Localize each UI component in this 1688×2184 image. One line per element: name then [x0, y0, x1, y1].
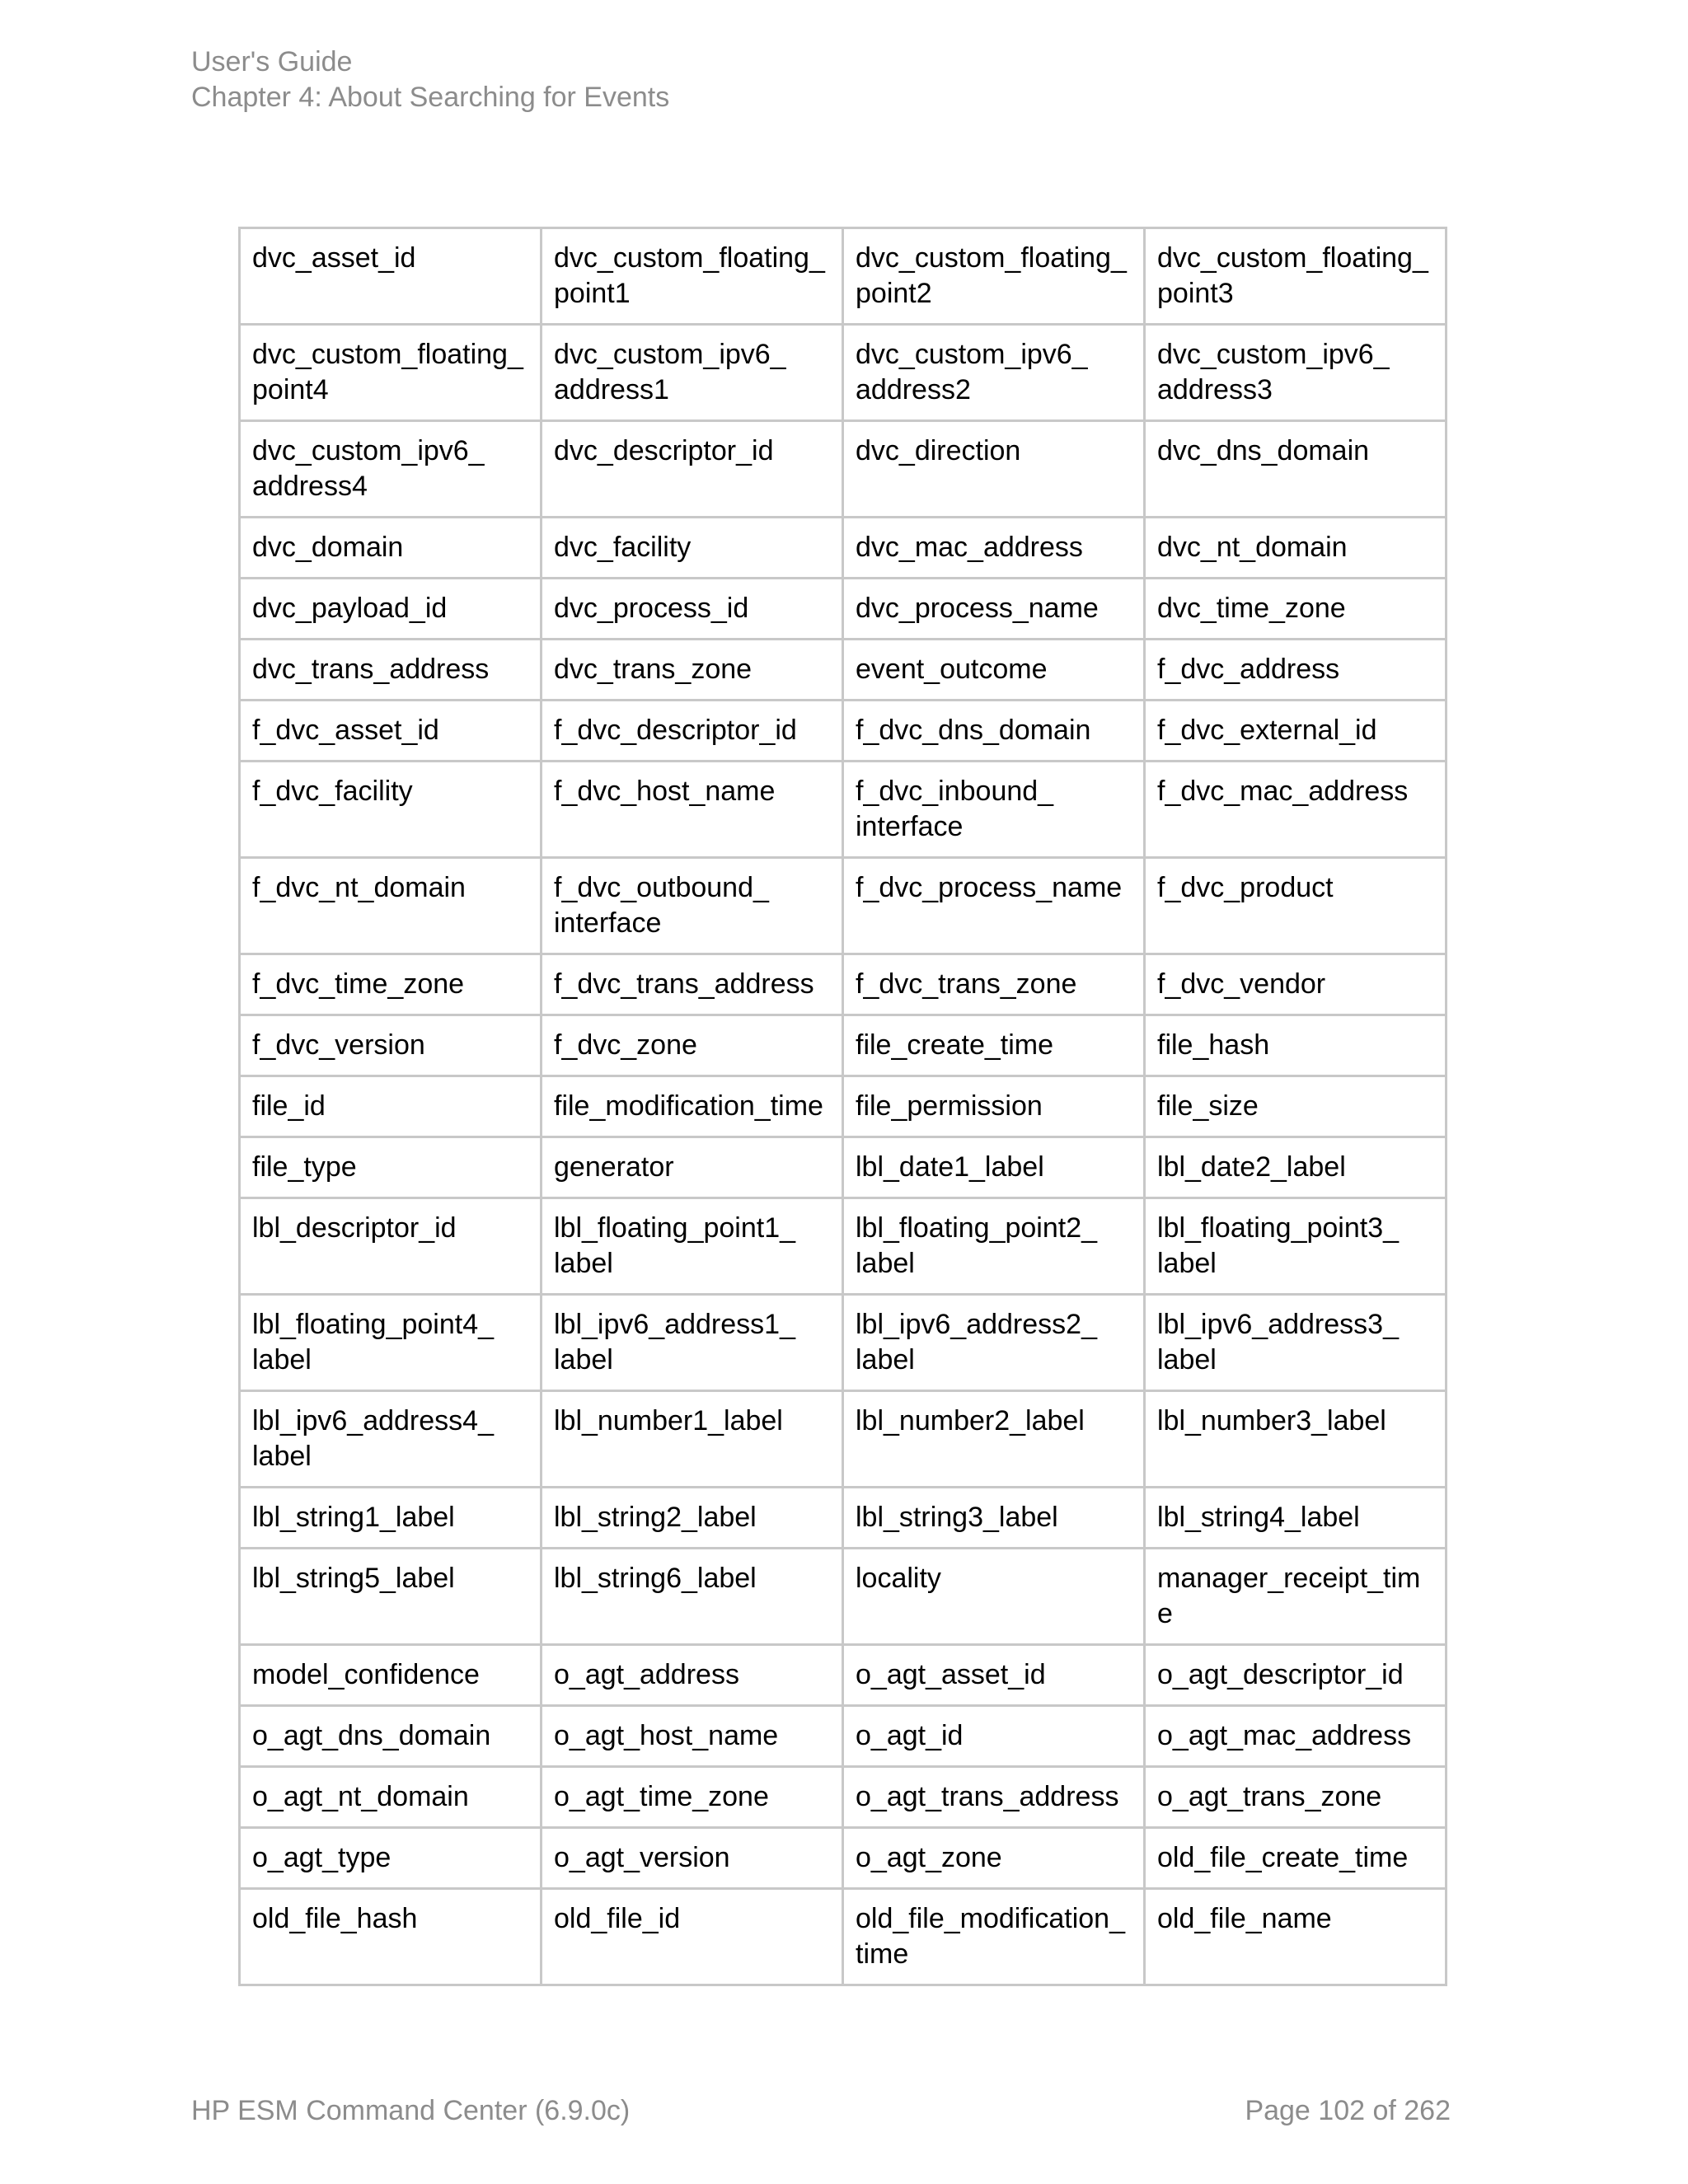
table-cell: lbl_date1_label [843, 1137, 1145, 1198]
table-cell: f_dvc_time_zone [240, 954, 542, 1015]
table-cell: lbl_date2_label [1145, 1137, 1447, 1198]
table-cell: dvc_trans_address [240, 640, 542, 701]
table-cell: lbl_ipv6_address2_ label [843, 1295, 1145, 1391]
table-cell: generator [542, 1137, 843, 1198]
table-cell: o_agt_trans_address [843, 1767, 1145, 1828]
table-cell: file_size [1145, 1076, 1447, 1137]
table-row [240, 640, 1447, 701]
table-row [240, 1767, 1447, 1828]
table-cell: lbl_floating_point1_ label [542, 1198, 843, 1295]
table-cell: lbl_floating_point3_ label [1145, 1198, 1447, 1295]
table-cell: o_agt_host_name [542, 1706, 843, 1767]
table-cell: o_agt_time_zone [542, 1767, 843, 1828]
table-cell: dvc_dns_domain [1145, 421, 1447, 518]
table-cell: file_create_time [843, 1015, 1145, 1076]
table-cell: f_dvc_vendor [1145, 954, 1447, 1015]
table-cell: f_dvc_asset_id [240, 701, 542, 762]
table-cell: f_dvc_version [240, 1015, 542, 1076]
table-cell: dvc_custom_floating_ point2 [843, 228, 1145, 325]
field-table-container [238, 227, 1447, 1986]
table-cell: lbl_number1_label [542, 1391, 843, 1488]
table-cell: event_outcome [843, 640, 1145, 701]
table-row [240, 579, 1447, 640]
table-cell: dvc_custom_ipv6_ address4 [240, 421, 542, 518]
table-cell: lbl_number3_label [1145, 1391, 1447, 1488]
table-row [240, 701, 1447, 762]
table-cell: dvc_custom_floating_ point1 [542, 228, 843, 325]
table-cell: file_hash [1145, 1015, 1447, 1076]
table-cell: dvc_custom_ipv6_ address3 [1145, 325, 1447, 421]
page-header [191, 45, 669, 115]
table-cell: dvc_descriptor_id [542, 421, 843, 518]
guide-title: User's Guide [191, 46, 353, 77]
table-cell: dvc_custom_ipv6_ address1 [542, 325, 843, 421]
table-row [240, 1295, 1447, 1391]
table-row [240, 1137, 1447, 1198]
table-cell: old_file_create_time [1145, 1828, 1447, 1889]
table-cell: lbl_ipv6_address1_ label [542, 1295, 843, 1391]
table-row [240, 1488, 1447, 1549]
table-cell: lbl_floating_point4_ label [240, 1295, 542, 1391]
table-cell: o_agt_asset_id [843, 1645, 1145, 1706]
table-cell: f_dvc_trans_zone [843, 954, 1145, 1015]
table-cell: o_agt_address [542, 1645, 843, 1706]
table-cell: f_dvc_process_name [843, 858, 1145, 954]
table-cell: file_permission [843, 1076, 1145, 1137]
table-cell: f_dvc_host_name [542, 762, 843, 858]
table-cell: o_agt_type [240, 1828, 542, 1889]
table-cell: old_file_hash [240, 1889, 542, 1985]
table-cell: o_agt_nt_domain [240, 1767, 542, 1828]
table-row [240, 1889, 1447, 1985]
table-cell: f_dvc_external_id [1145, 701, 1447, 762]
table-cell: lbl_string2_label [542, 1488, 843, 1549]
table-cell: old_file_modification_ time [843, 1889, 1145, 1985]
table-row [240, 1828, 1447, 1889]
table-cell: dvc_custom_ipv6_ address2 [843, 325, 1145, 421]
table-cell: f_dvc_zone [542, 1015, 843, 1076]
chapter-title: Chapter 4: About Searching for Events [191, 82, 670, 113]
table-cell: dvc_facility [542, 518, 843, 579]
table-cell: lbl_number2_label [843, 1391, 1145, 1488]
table-cell: f_dvc_outbound_ interface [542, 858, 843, 954]
table-row [240, 228, 1447, 325]
table-cell: lbl_string5_label [240, 1549, 542, 1645]
table-cell: lbl_ipv6_address4_ label [240, 1391, 542, 1488]
table-row [240, 1645, 1447, 1706]
table-row [240, 518, 1447, 579]
table-cell: dvc_trans_zone [542, 640, 843, 701]
table-cell: dvc_payload_id [240, 579, 542, 640]
table-row [240, 954, 1447, 1015]
table-cell: f_dvc_dns_domain [843, 701, 1145, 762]
table-cell: file_id [240, 1076, 542, 1137]
table-row [240, 421, 1447, 518]
table-cell: file_type [240, 1137, 542, 1198]
table-cell: dvc_mac_address [843, 518, 1145, 579]
table-row [240, 1391, 1447, 1488]
table-cell: o_agt_mac_address [1145, 1706, 1447, 1767]
table-cell: o_agt_version [542, 1828, 843, 1889]
field-table [238, 227, 1447, 1986]
table-cell: o_agt_id [843, 1706, 1145, 1767]
table-cell: file_modification_time [542, 1076, 843, 1137]
table-cell: f_dvc_nt_domain [240, 858, 542, 954]
table-cell: dvc_asset_id [240, 228, 542, 325]
table-cell: f_dvc_descriptor_id [542, 701, 843, 762]
table-cell: locality [843, 1549, 1145, 1645]
table-cell: o_agt_trans_zone [1145, 1767, 1447, 1828]
table-cell: lbl_string6_label [542, 1549, 843, 1645]
table-cell: f_dvc_address [1145, 640, 1447, 701]
table-row [240, 858, 1447, 954]
table-row [240, 1076, 1447, 1137]
table-cell: dvc_process_name [843, 579, 1145, 640]
table-row [240, 1706, 1447, 1767]
table-cell: lbl_descriptor_id [240, 1198, 542, 1295]
table-cell: f_dvc_inbound_ interface [843, 762, 1145, 858]
table-cell: old_file_id [542, 1889, 843, 1985]
table-cell: f_dvc_mac_address [1145, 762, 1447, 858]
table-cell: o_agt_descriptor_id [1145, 1645, 1447, 1706]
table-cell: f_dvc_trans_address [542, 954, 843, 1015]
table-row [240, 325, 1447, 421]
table-cell: dvc_custom_floating_ point3 [1145, 228, 1447, 325]
table-cell: lbl_floating_point2_ label [843, 1198, 1145, 1295]
field-table-body [240, 228, 1447, 1985]
table-row [240, 762, 1447, 858]
table-cell: dvc_nt_domain [1145, 518, 1447, 579]
table-cell: o_agt_zone [843, 1828, 1145, 1889]
footer-product: HP ESM Command Center (6.9.0c) [191, 2095, 631, 2126]
table-cell: dvc_direction [843, 421, 1145, 518]
table-cell: lbl_ipv6_address3_ label [1145, 1295, 1447, 1391]
table-cell: lbl_string3_label [843, 1488, 1145, 1549]
table-cell: manager_receipt_time [1145, 1549, 1447, 1645]
table-cell: f_dvc_facility [240, 762, 542, 858]
table-cell: dvc_process_id [542, 579, 843, 640]
table-row [240, 1549, 1447, 1645]
table-cell: lbl_string4_label [1145, 1488, 1447, 1549]
table-cell: dvc_time_zone [1145, 579, 1447, 640]
table-cell: f_dvc_product [1145, 858, 1447, 954]
table-cell: model_confidence [240, 1645, 542, 1706]
table-cell: dvc_custom_floating_ point4 [240, 325, 542, 421]
table-cell: o_agt_dns_domain [240, 1706, 542, 1767]
table-cell: dvc_domain [240, 518, 542, 579]
table-cell: lbl_string1_label [240, 1488, 542, 1549]
table-row [240, 1198, 1447, 1295]
table-cell: old_file_name [1145, 1889, 1447, 1985]
footer-page-number: Page 102 of 262 [1245, 2095, 1451, 2126]
table-row [240, 1015, 1447, 1076]
